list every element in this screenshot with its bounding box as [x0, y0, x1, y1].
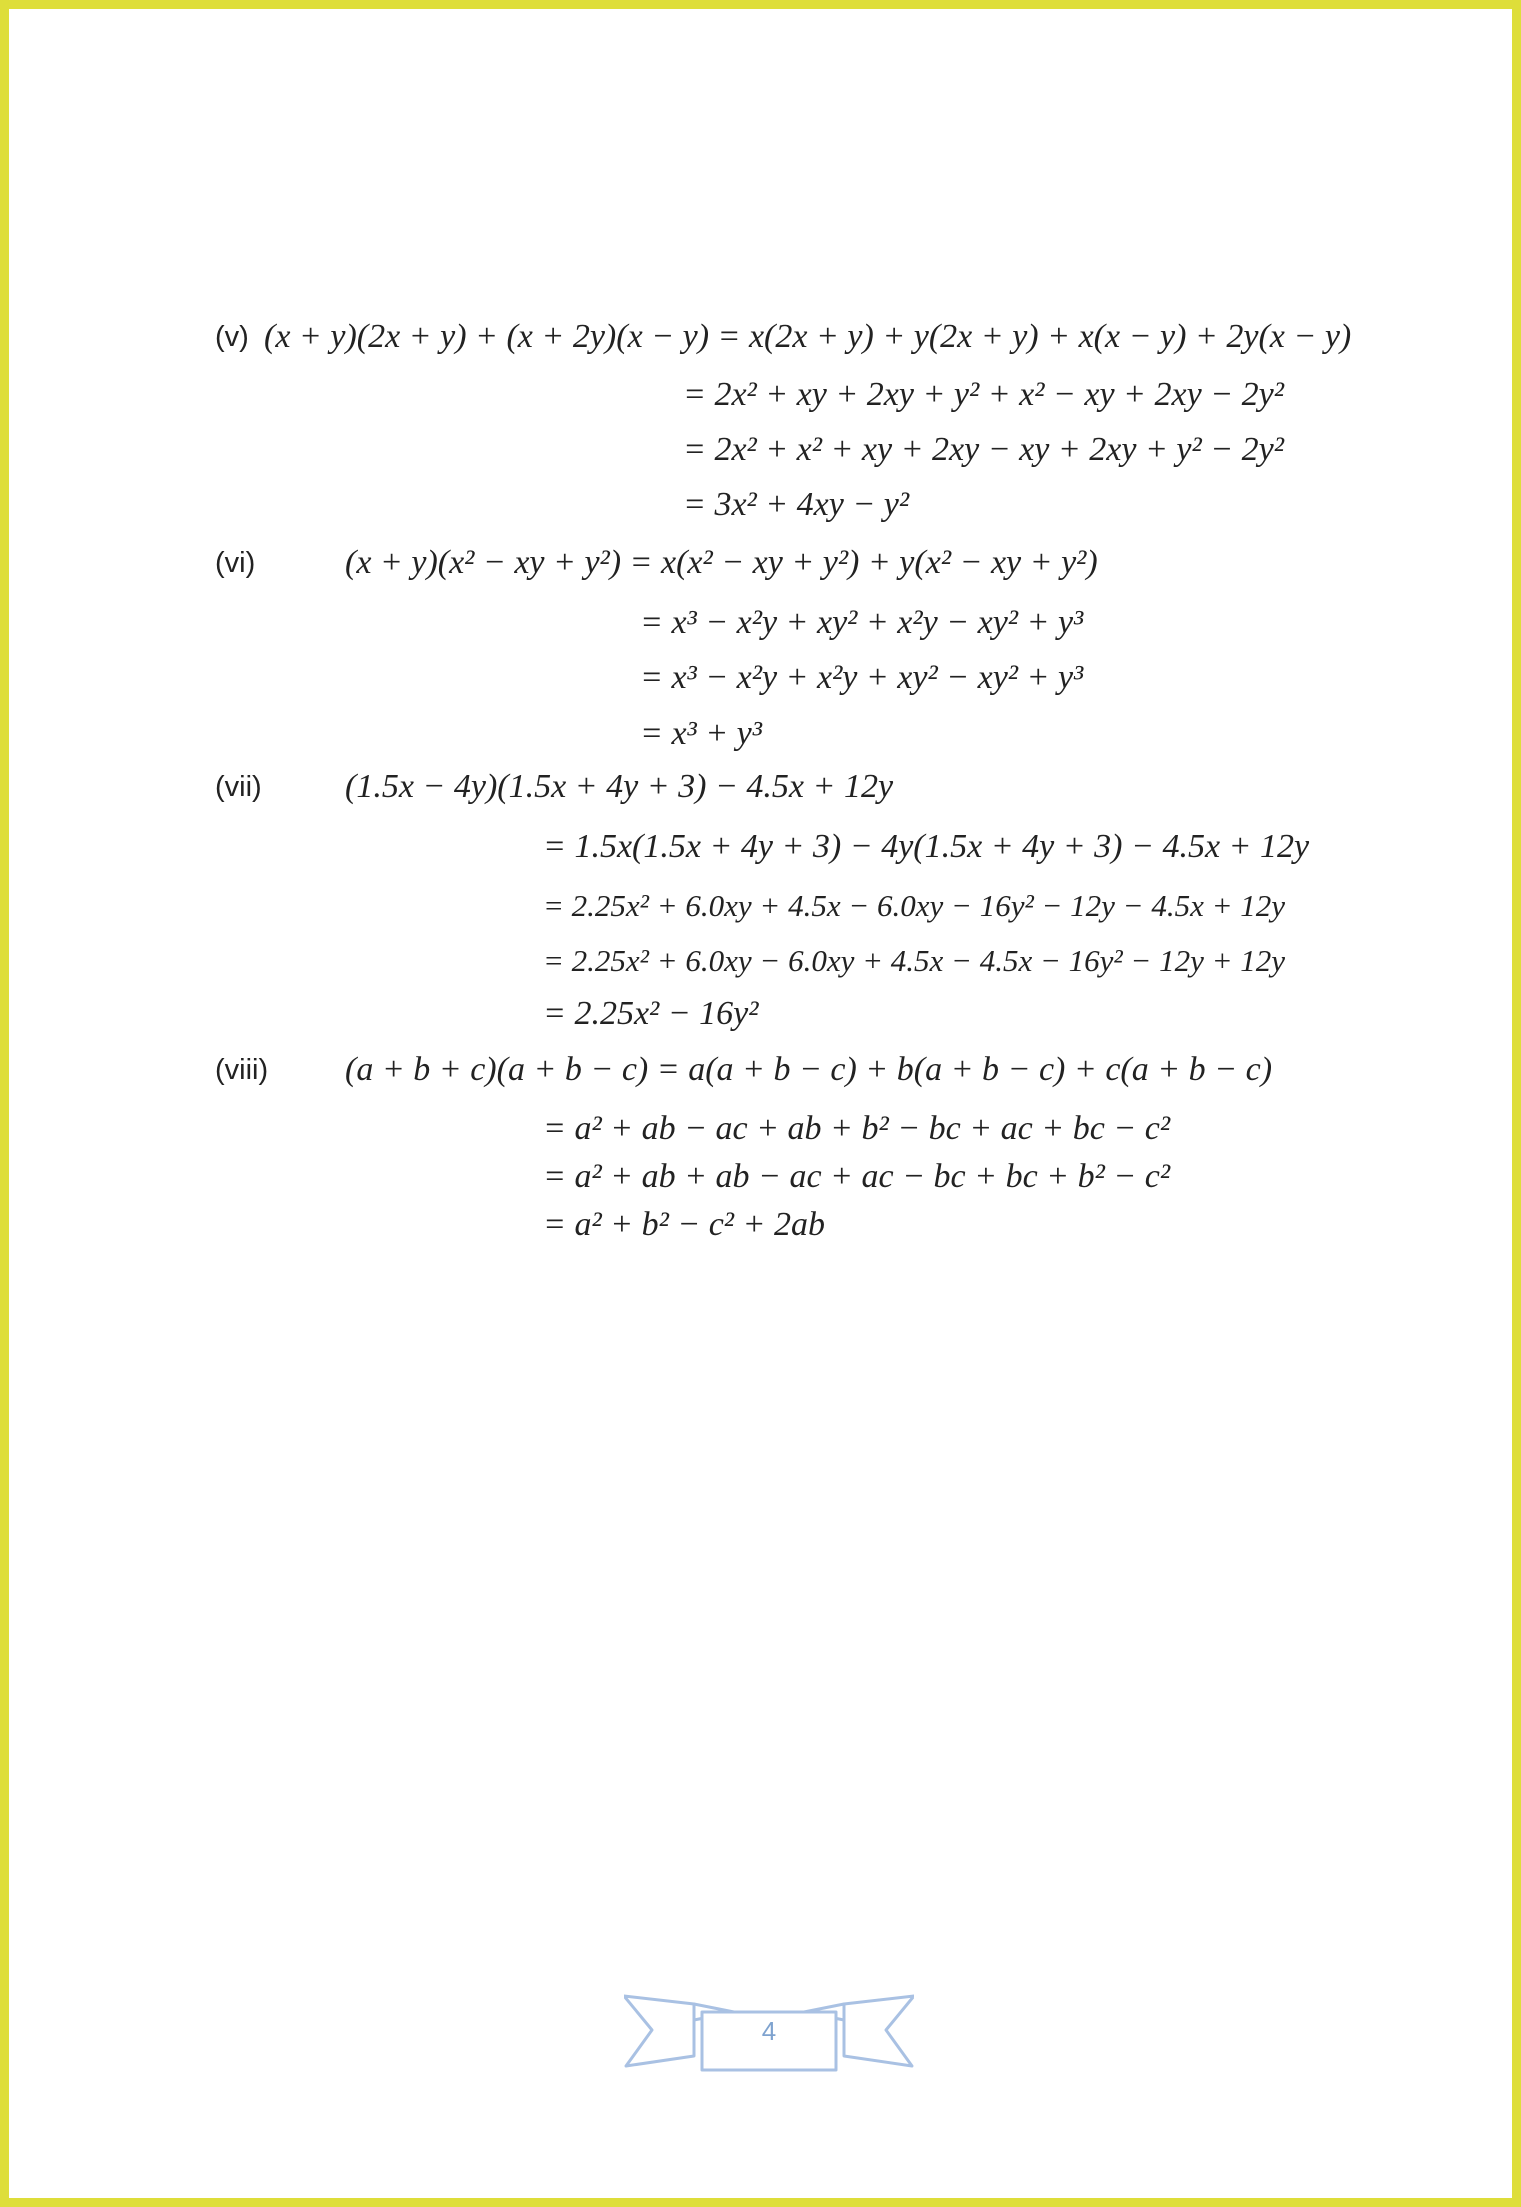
problem-v-line-3: = 2x² + x² + xy + 2xy − xy + 2xy + y² − 2y² — [683, 431, 1284, 468]
page-number-ribbon — [624, 1994, 914, 2084]
problem-viii-label: (viii) — [215, 1054, 269, 1086]
problem-vii-label: (vii) — [215, 771, 262, 803]
problem-vii-line-1: (1.5x − 4y)(1.5x + 4y + 3) − 4.5x + 12y — [345, 768, 894, 805]
problem-vii-line-4: = 2.25x² + 6.0xy − 6.0xy + 4.5x − 4.5x − 16y² − 12y + 12y — [543, 943, 1286, 978]
problem-vii-line-3: = 2.25x² + 6.0xy + 4.5x − 6.0xy − 16y² − 12y − 4.5x + 12y — [543, 888, 1286, 923]
problem-vii-line-2: = 1.5x(1.5x + 4y + 3) − 4y(1.5x + 4y + 3) − 4.5x + 12y — [543, 828, 1310, 865]
problem-v-line-4: = 3x² + 4xy − y² — [683, 486, 910, 523]
problem-viii-line-1: (a + b + c)(a + b − c) = a(a + b − c) + b(a + b − c) + c(a + b − c) — [345, 1051, 1273, 1088]
problem-vii-line-5: = 2.25x² − 16y² — [543, 995, 759, 1032]
problem-v-line-1: (x + y)(2x + y) + (x + 2y)(x − y) = x(2x + y) + y(2x + y) + x(x − y) + 2y(x − y) — [264, 318, 1352, 355]
problem-vi-line-3: = x³ − x²y + x²y + xy² − xy² + y³ — [640, 659, 1084, 696]
problem-viii-line-4: = a² + b² − c² + 2ab — [543, 1206, 825, 1243]
page-number: 4 — [761, 2016, 777, 2046]
problem-viii-line-2: = a² + ab − ac + ab + b² − bc + ac + bc − c² — [543, 1110, 1171, 1147]
problem-vi-line-1: (x + y)(x² − xy + y²) = x(x² − xy + y²) + y(x² − xy + y²) — [345, 544, 1098, 581]
problem-v-line-2: = 2x² + xy + 2xy + y² + x² − xy + 2xy − 2y² — [683, 376, 1284, 413]
problem-viii-line-3: = a² + ab + ab − ac + ac − bc + bc + b² − c² — [543, 1158, 1171, 1195]
problem-v-label: (v) — [215, 321, 249, 353]
problem-vi-line-2: = x³ − x²y + xy² + x²y − xy² + y³ — [640, 604, 1084, 641]
problem-vi-label: (vi) — [215, 547, 256, 579]
problem-vi-line-4: = x³ + y³ — [640, 715, 762, 752]
